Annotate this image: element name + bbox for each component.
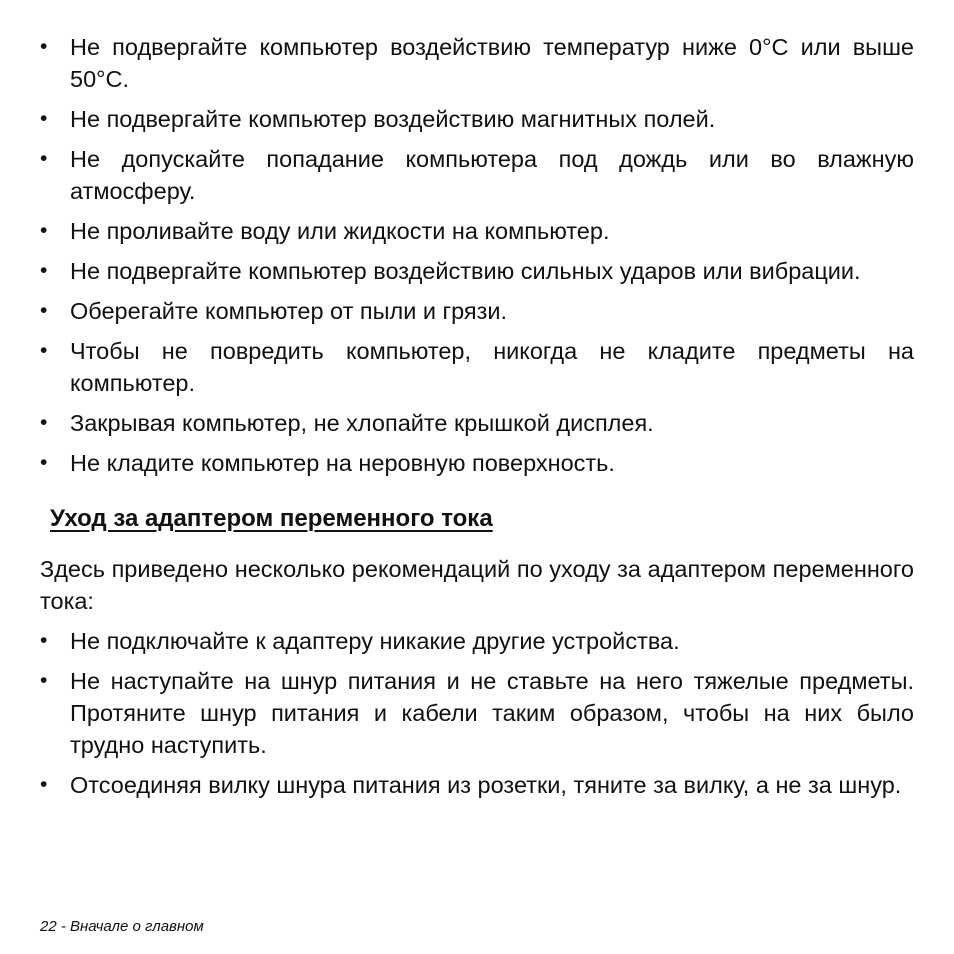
bullet-mark: • xyxy=(40,773,48,796)
list-item xyxy=(40,295,914,327)
list-item-text: Отсоединяя вилку шнура питания из розетки, тяните за вилку, а не за шнур. xyxy=(70,772,902,798)
list-item xyxy=(40,407,914,439)
document-page xyxy=(40,31,914,809)
list-item-text: Не проливайте воду или жидкости на компьютер. xyxy=(70,218,610,244)
bullet-mark: • xyxy=(40,669,48,692)
list-item-text: Не подвергайте компьютер воздействию сильных ударов или вибрации. xyxy=(70,258,861,284)
section-intro: Здесь приведено несколько рекомендаций по уходу за адаптером переменного тока: xyxy=(40,556,914,614)
list-item-text: Оберегайте компьютер от пыли и грязи. xyxy=(70,298,508,324)
list-item-text: Не кладите компьютер на неровную поверхность. xyxy=(70,450,615,476)
bullet-mark: • xyxy=(40,259,48,282)
list-item xyxy=(40,103,914,135)
bullet-mark: • xyxy=(40,339,48,362)
bullet-mark: • xyxy=(40,107,48,130)
computer-care-list xyxy=(40,31,914,479)
bullet-mark: • xyxy=(40,451,48,474)
list-item xyxy=(40,625,914,657)
list-item-text: Не подвергайте компьютер воздействию магнитных полей. xyxy=(70,106,716,132)
list-item xyxy=(40,447,914,479)
list-item xyxy=(40,769,914,801)
section-heading: Уход за адаптером переменного тока xyxy=(50,505,493,532)
list-item-text: Не наступайте на шнур питания и не ставьте на него тяжелые предметы. Протяните шнур питания и кабели таким образом, чтобы на них было трудно наступить. xyxy=(70,668,914,758)
bullet-mark: • xyxy=(40,219,48,242)
bullet-mark: • xyxy=(40,35,48,58)
list-item xyxy=(40,335,914,399)
list-item xyxy=(40,215,914,247)
list-item-text: Не подключайте к адаптеру никакие другие устройства. xyxy=(70,628,680,654)
list-item xyxy=(40,31,914,95)
bullet-mark: • xyxy=(40,629,48,652)
list-item xyxy=(40,143,914,207)
adapter-care-list xyxy=(40,625,914,801)
list-item-text: Чтобы не повредить компьютер, никогда не кладите предметы на компьютер. xyxy=(70,338,914,396)
bullet-mark: • xyxy=(40,411,48,434)
list-item-text: Не допускайте попадание компьютера под дождь или во влажную атмосферу. xyxy=(70,146,914,204)
list-item xyxy=(40,665,914,761)
list-item xyxy=(40,255,914,287)
bullet-mark: • xyxy=(40,299,48,322)
page-footer: 22 - Вначале о главном xyxy=(40,918,204,935)
bullet-mark: • xyxy=(40,147,48,170)
list-item-text: Не подвергайте компьютер воздействию температур ниже 0°C или выше 50°C. xyxy=(70,34,914,92)
list-item-text: Закрывая компьютер, не хлопайте крышкой дисплея. xyxy=(70,410,654,436)
